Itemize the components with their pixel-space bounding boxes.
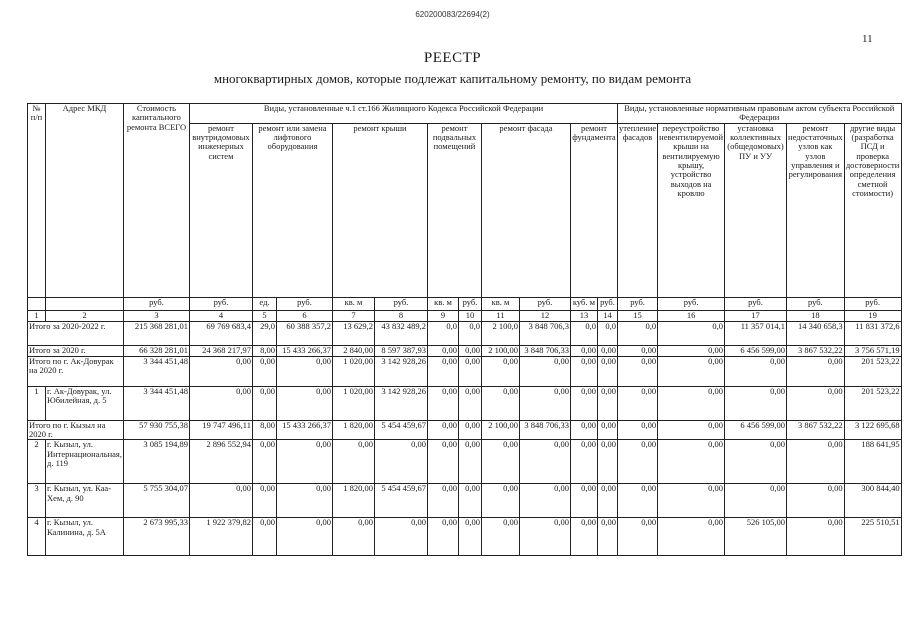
- row-value: 0,00: [658, 440, 725, 484]
- row-value: 19 747 496,11: [189, 420, 252, 440]
- row-value: 0,00: [458, 440, 481, 484]
- header-facade: ремонт фасада: [481, 123, 570, 297]
- row-value: 0,00: [427, 420, 458, 440]
- unit-cell: куб. м: [570, 297, 597, 310]
- document-id: 620200083/22694(2): [415, 10, 490, 19]
- row-value: 8 597 387,93: [374, 345, 427, 356]
- row-value: 0,00: [597, 484, 617, 518]
- row-value: 0,00: [617, 518, 657, 556]
- row-value: 0,00: [570, 484, 597, 518]
- col-number: 19: [844, 310, 901, 321]
- row-address: г. Кызыл, ул. Каа-Хем, д. 90: [46, 484, 124, 518]
- row-value: 0,00: [519, 518, 570, 556]
- row-value: 0,00: [787, 356, 845, 386]
- row-value: 0,00: [481, 484, 519, 518]
- row-value: 57 930 755,38: [123, 420, 189, 440]
- col-number: 11: [481, 310, 519, 321]
- row-value: 15 433 266,37: [276, 345, 332, 356]
- header-meters: установка коллективных (общедомовых) ПУ и УУ: [725, 123, 787, 297]
- row-value: 0,00: [252, 484, 276, 518]
- row-value: 1 020,00: [332, 386, 374, 420]
- row-value: 0,00: [374, 440, 427, 484]
- registry-table: [27, 103, 902, 556]
- row-value: 66 328 281,01: [123, 345, 189, 356]
- page-title: РЕЕСТР: [423, 50, 482, 66]
- row-value: 0,00: [374, 518, 427, 556]
- row-value: 1 020,00: [332, 356, 374, 386]
- row-value: 0,00: [332, 440, 374, 484]
- row-value: 0,0: [658, 321, 725, 345]
- row-value: 0,00: [597, 518, 617, 556]
- row-value: 2 840,00: [332, 345, 374, 356]
- header-foundation: ремонт фундамента: [570, 123, 617, 297]
- row-address: г. Кызыл, ул. Калинина, д. 5А: [46, 518, 124, 556]
- row-value: 0,00: [658, 386, 725, 420]
- row-value: 5 454 459,67: [374, 484, 427, 518]
- row-value: 6 456 599,00: [725, 420, 787, 440]
- row-value: 0,00: [617, 420, 657, 440]
- row-value: 0,00: [658, 518, 725, 556]
- row-value: 0,00: [658, 484, 725, 518]
- header-group-regional: Виды, установленные нормативным правовым актом субъекта Российской Федерации: [617, 104, 901, 124]
- row-value: 6 456 599,00: [725, 345, 787, 356]
- row-value: 0,00: [427, 356, 458, 386]
- row-value: 0,00: [658, 420, 725, 440]
- page-number: 11: [862, 33, 873, 45]
- col-number: 10: [458, 310, 481, 321]
- row-value: 0,00: [481, 440, 519, 484]
- row-value: 0,00: [276, 440, 332, 484]
- row-value: 0,00: [570, 356, 597, 386]
- row-value: 0,00: [458, 356, 481, 386]
- row-value: 0,0: [570, 321, 597, 345]
- col-number: 3: [123, 310, 189, 321]
- row-number: 2: [28, 440, 46, 484]
- row-value: 2 100,00: [481, 420, 519, 440]
- row-value: 3 848 706,33: [519, 345, 570, 356]
- header-elevator: ремонт или замена лифтового оборудования: [252, 123, 332, 297]
- unit-cell: руб.: [123, 297, 189, 310]
- row-value: 0,00: [252, 518, 276, 556]
- row-value: 0,00: [658, 345, 725, 356]
- row-value: 0,00: [276, 386, 332, 420]
- unit-cell: руб.: [617, 297, 657, 310]
- row-value: 0,00: [189, 386, 252, 420]
- row-value: 0,00: [787, 440, 845, 484]
- row-value: 0,0: [427, 321, 458, 345]
- col-number: 8: [374, 310, 427, 321]
- row-value: 0,00: [189, 484, 252, 518]
- row-value: 0,00: [787, 484, 845, 518]
- row-value: 0,00: [570, 440, 597, 484]
- row-value: 0,00: [617, 386, 657, 420]
- row-total-label: Итого по г. Кызыл на 2020 г.: [28, 420, 124, 440]
- unit-cell: руб.: [189, 297, 252, 310]
- header-insulation: утепление фасадов: [617, 123, 657, 297]
- row-value: 0,0: [597, 321, 617, 345]
- row-value: 0,00: [617, 484, 657, 518]
- row-value: 3 867 532,22: [787, 420, 845, 440]
- row-value: 0,00: [458, 420, 481, 440]
- row-value: 0,00: [427, 386, 458, 420]
- table-row: [28, 518, 902, 556]
- row-total-label: Итого за 2020 г.: [28, 345, 124, 356]
- row-value: 0,00: [427, 484, 458, 518]
- row-value: 0,00: [570, 420, 597, 440]
- row-number: 4: [28, 518, 46, 556]
- row-value: 3 344 451,48: [123, 386, 189, 420]
- row-value: 3 344 451,48: [123, 356, 189, 386]
- row-value: 11 357 014,1: [725, 321, 787, 345]
- col-number: 18: [787, 310, 845, 321]
- page-subtitle: многоквартирных домов, которые подлежат капитальному ремонту, по видам ремонта: [213, 71, 692, 86]
- row-value: 0,0: [458, 321, 481, 345]
- row-value: 0,00: [519, 356, 570, 386]
- row-value: 24 368 217,97: [189, 345, 252, 356]
- row-value: 0,00: [481, 386, 519, 420]
- row-value: 526 105,00: [725, 518, 787, 556]
- row-value: 0,00: [787, 386, 845, 420]
- col-number: 15: [617, 310, 657, 321]
- row-value: 2 673 995,33: [123, 518, 189, 556]
- unit-cell: руб.: [374, 297, 427, 310]
- row-value: 0,00: [597, 420, 617, 440]
- row-value: 0,00: [427, 345, 458, 356]
- unit-cell: кв. м: [332, 297, 374, 310]
- row-value: 0,00: [252, 440, 276, 484]
- col-number: 6: [276, 310, 332, 321]
- row-value: 8,00: [252, 345, 276, 356]
- row-value: 60 388 357,2: [276, 321, 332, 345]
- col-number: 1: [28, 310, 46, 321]
- row-value: 0,00: [617, 356, 657, 386]
- row-value: 0,00: [427, 518, 458, 556]
- row-value: 0,00: [597, 386, 617, 420]
- row-address: г. Кызыл, ул. Интернациональная, д. 119: [46, 440, 124, 484]
- row-value: 0,00: [570, 518, 597, 556]
- row-value: 3 848 706,3: [519, 321, 570, 345]
- row-value: 188 641,95: [844, 440, 901, 484]
- row-value: 1 922 379,82: [189, 518, 252, 556]
- row-value: 0,00: [725, 484, 787, 518]
- row-value: 0,00: [725, 356, 787, 386]
- col-number: 2: [46, 310, 124, 321]
- row-value: 215 368 281,01: [123, 321, 189, 345]
- col-number: 16: [658, 310, 725, 321]
- row-value: 3 848 706,33: [519, 420, 570, 440]
- row-value: 0,00: [617, 345, 657, 356]
- row-value: 3 867 532,22: [787, 345, 845, 356]
- unit-cell: кв. м: [481, 297, 519, 310]
- row-value: 0,00: [276, 518, 332, 556]
- row-value: 0,0: [617, 321, 657, 345]
- unit-cell: руб.: [725, 297, 787, 310]
- table-row: [28, 484, 902, 518]
- col-number: 7: [332, 310, 374, 321]
- row-value: 3 142 928,26: [374, 386, 427, 420]
- header-basement: ремонт подвальных помещений: [427, 123, 481, 297]
- unit-cell: руб.: [658, 297, 725, 310]
- col-number: 9: [427, 310, 458, 321]
- header-total-cost: Стоимость капитального ремонта ВСЕГО: [123, 104, 189, 298]
- row-value: 3 085 194,89: [123, 440, 189, 484]
- header-roof-conversion: переустройство невентилируемой крыши на вентилируемую крышу, устройство выходов на кровлю: [658, 123, 725, 297]
- row-value: 0,00: [427, 440, 458, 484]
- row-value: 3 122 695,68: [844, 420, 901, 440]
- row-total-label: Итого за 2020-2022 г.: [28, 321, 124, 345]
- row-value: 43 832 489,2: [374, 321, 427, 345]
- row-value: 0,00: [519, 440, 570, 484]
- row-value: 0,00: [189, 356, 252, 386]
- row-value: 5 454 459,67: [374, 420, 427, 440]
- row-value: 0,00: [458, 518, 481, 556]
- row-value: 0,00: [570, 345, 597, 356]
- row-value: 13 629,2: [332, 321, 374, 345]
- table-row: [28, 386, 902, 420]
- table-row: [28, 321, 902, 345]
- row-value: 225 510,51: [844, 518, 901, 556]
- unit-cell: руб.: [787, 297, 845, 310]
- row-value: 0,00: [787, 518, 845, 556]
- row-number: 1: [28, 386, 46, 420]
- row-value: 0,00: [458, 386, 481, 420]
- row-value: 29,0: [252, 321, 276, 345]
- row-value: 0,00: [570, 386, 597, 420]
- row-value: 14 340 658,3: [787, 321, 845, 345]
- row-value: 0,00: [481, 518, 519, 556]
- row-value: 201 523,22: [844, 386, 901, 420]
- row-value: 0,00: [332, 518, 374, 556]
- header-engineering: ремонт внутридомовых инженерных систем: [189, 123, 252, 297]
- row-value: 300 844,40: [844, 484, 901, 518]
- row-value: 0,00: [519, 484, 570, 518]
- row-value: 0,00: [597, 440, 617, 484]
- col-number: 4: [189, 310, 252, 321]
- units-row: [28, 297, 902, 310]
- col-number: 12: [519, 310, 570, 321]
- row-value: 11 831 372,6: [844, 321, 901, 345]
- table-row: [28, 420, 902, 440]
- col-number: 14: [597, 310, 617, 321]
- row-value: 0,00: [597, 356, 617, 386]
- col-number: 17: [725, 310, 787, 321]
- header-roof: ремонт крыши: [332, 123, 427, 297]
- row-value: 2 100,00: [481, 345, 519, 356]
- row-value: 69 769 683,4: [189, 321, 252, 345]
- table-row: [28, 440, 902, 484]
- row-value: 0,00: [276, 484, 332, 518]
- unit-cell: руб.: [458, 297, 481, 310]
- header-address: Адрес МКД: [46, 104, 124, 298]
- row-value: 0,00: [725, 440, 787, 484]
- unit-cell: руб.: [519, 297, 570, 310]
- row-value: 1 820,00: [332, 420, 374, 440]
- header-other: другие виды (разработка ПСД и проверка достоверности определения сметной стоимости): [844, 123, 901, 297]
- row-value: 5 755 304,07: [123, 484, 189, 518]
- row-value: 1 820,00: [332, 484, 374, 518]
- row-value: 201 523,22: [844, 356, 901, 386]
- row-value: 8,00: [252, 420, 276, 440]
- row-number: 3: [28, 484, 46, 518]
- row-value: 2 896 552,94: [189, 440, 252, 484]
- column-numbers-row: [28, 310, 902, 321]
- row-value: 0,00: [252, 386, 276, 420]
- unit-cell: руб.: [844, 297, 901, 310]
- header-control-units: ремонт недостаточных узлов как узлов управления и регулирования: [787, 123, 845, 297]
- row-total-label: Итого по г. Ак-Довурак на 2020 г.: [28, 356, 124, 386]
- row-value: 3 756 571,19: [844, 345, 901, 356]
- row-value: 0,00: [458, 484, 481, 518]
- row-value: 0,00: [276, 356, 332, 386]
- row-value: 0,00: [617, 440, 657, 484]
- row-value: 2 100,0: [481, 321, 519, 345]
- row-value: 0,00: [597, 345, 617, 356]
- row-value: 0,00: [481, 356, 519, 386]
- col-number: 5: [252, 310, 276, 321]
- table-row: [28, 356, 902, 386]
- unit-cell: кв. м: [427, 297, 458, 310]
- row-value: 0,00: [658, 356, 725, 386]
- unit-cell: руб.: [597, 297, 617, 310]
- header-group-housing-code: Виды, установленные ч.1 ст.166 Жилищного Кодекса Российской Федерации: [189, 104, 617, 124]
- row-value: 0,00: [519, 386, 570, 420]
- row-value: 3 142 928,26: [374, 356, 427, 386]
- unit-cell: ед.: [252, 297, 276, 310]
- row-value: 0,00: [458, 345, 481, 356]
- table-row: [28, 345, 902, 356]
- row-value: 0,00: [252, 356, 276, 386]
- col-number: 13: [570, 310, 597, 321]
- row-value: 0,00: [725, 386, 787, 420]
- row-value: 15 433 266,37: [276, 420, 332, 440]
- row-address: г. Ак-Довурак, ул. Юбилейная, д. 5: [46, 386, 124, 420]
- header-num: № п/п: [28, 104, 46, 298]
- unit-cell: руб.: [276, 297, 332, 310]
